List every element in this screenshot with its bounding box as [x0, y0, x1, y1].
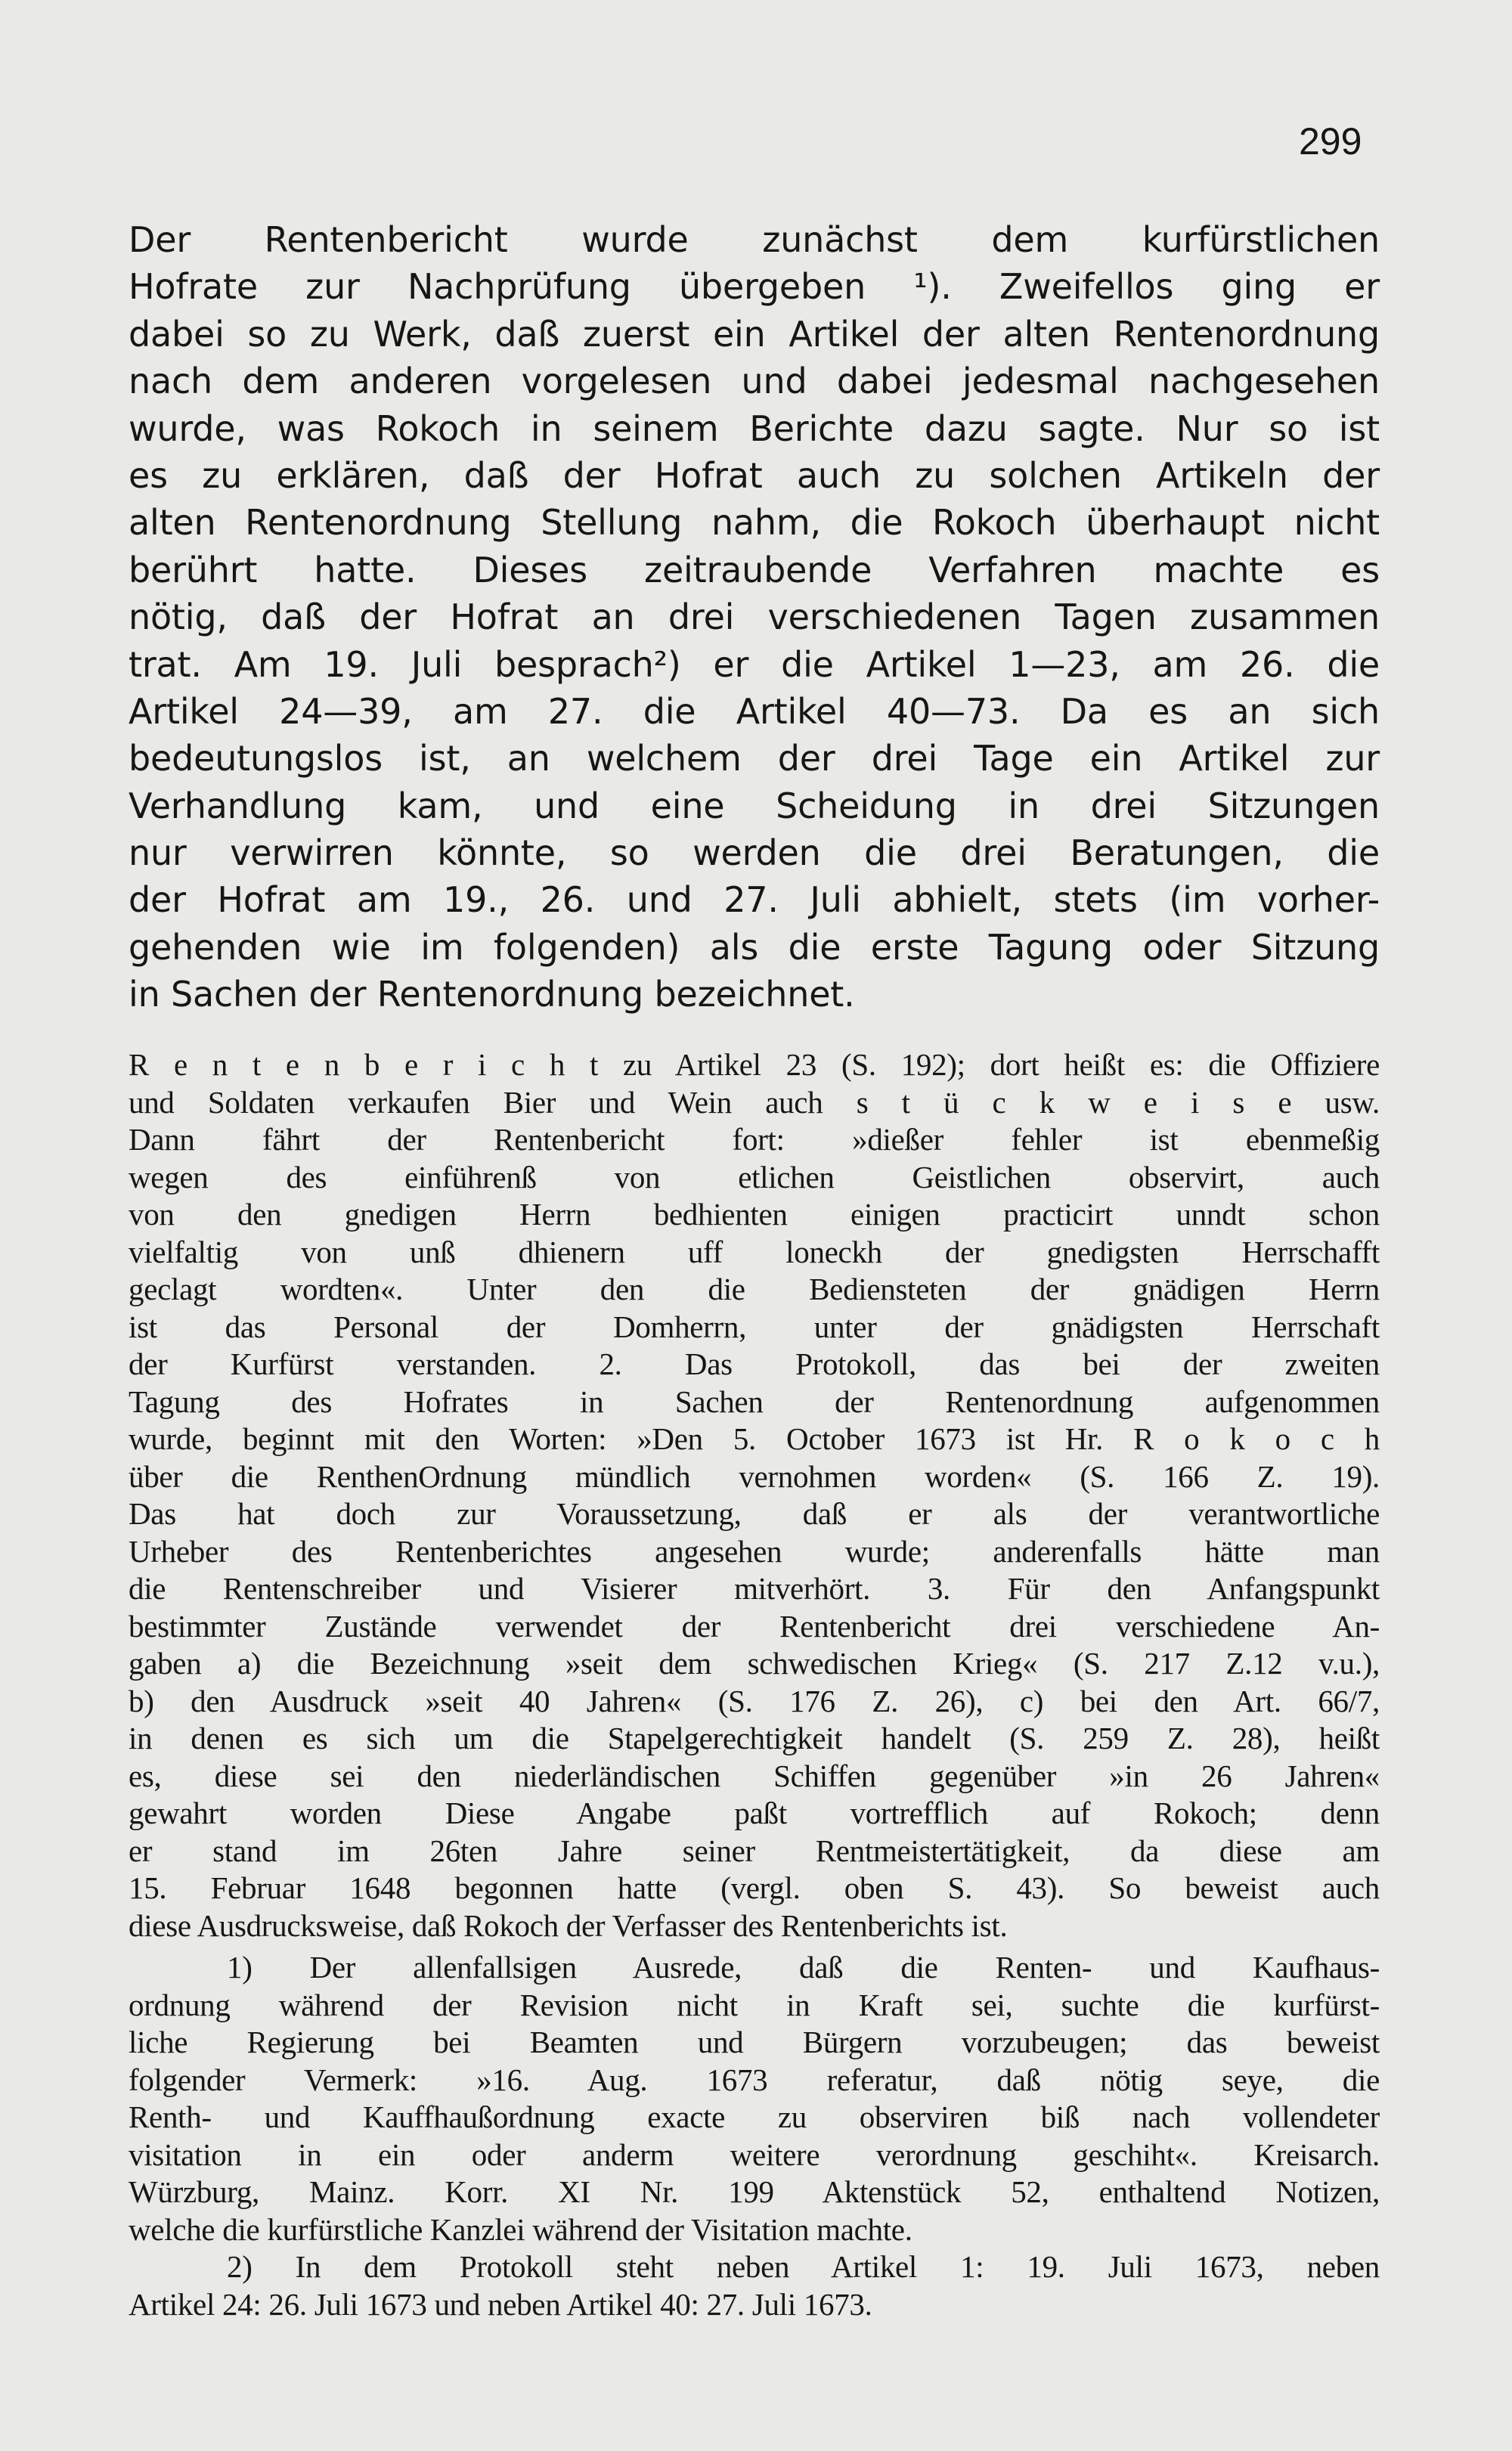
text-line: Der Rentenbericht wurde zunächst dem kurfürstlichen [129, 219, 1380, 260]
note-line: von den gnedigen Herrn bedhienten einigen practicirt unndt schon [129, 1197, 1380, 1232]
note-line: vielfaltig von unß dhienern uff loneckh der gnedigsten Herrschafft [129, 1234, 1380, 1269]
note-line: 15. Februar 1648 begonnen hatte (vergl. oben S. 43). So beweist auch [129, 1870, 1380, 1905]
note-line: er stand im 26ten Jahre seiner Rentmeistertätigkeit, da diese am [129, 1833, 1380, 1868]
text-line: Verhandlung kam, und eine Scheidung in drei Sitzungen [129, 785, 1380, 826]
note-line: gaben a) die Bezeichnung »seit dem schwedischen Krieg« (S. 217 Z.12 v.u.), [129, 1646, 1380, 1681]
note-line: Dann fährt der Rentenbericht fort: »dießer fehler ist ebenmeßig [129, 1122, 1380, 1157]
note-line: R e n t e n b e r i c h t zu Artikel 23 (S. 192); dort heißt es: die Offiziere [129, 1047, 1380, 1082]
text-line: berührt hatte. Dieses zeitraubende Verfahren machte es [129, 549, 1380, 590]
text-line: nach dem anderen vorgelesen und dabei jedesmal nachgesehen [129, 361, 1380, 402]
note-line: bestimmter Zustände verwendet der Rentenbericht drei verschiedene An- [129, 1608, 1380, 1644]
note-line: Das hat doch zur Voraussetzung, daß er als der verantwortliche [129, 1496, 1380, 1531]
note-line: wegen des einführenß von etlichen Geistlichen observirt, auch [129, 1159, 1380, 1195]
note-line: b) den Ausdruck »seit 40 Jahren« (S. 176 Z. 26), c) bei den Art. 66/7, [129, 1683, 1380, 1718]
text-line: alten Rentenordnung Stellung nahm, die Rokoch überhaupt nicht [129, 502, 1380, 544]
text-line: Artikel 24—39, am 27. die Artikel 40—73. Da es an sich [129, 690, 1380, 732]
note-line: über die RenthenOrdnung mündlich vernohmen worden« (S. 166 Z. 19). [129, 1458, 1380, 1494]
footnote-1-line: 1) Der allenfallsigen Ausrede, daß die Renten- und Kaufhaus- [227, 1950, 1380, 1985]
note-line: gewahrt worden Diese Angabe paßt vortrefflich auf Rokoch; denn [129, 1796, 1380, 1830]
text-line: bedeutungslos ist, an welchem der drei Tage ein Artikel zur [129, 738, 1380, 779]
footnotes [129, 1949, 1380, 2323]
text-line: trat. Am 19. Juli besprach²) er die Artikel 1—23, am 26. die [129, 643, 1380, 685]
footnote-2-line: Artikel 24: 26. Juli 1673 und neben Artikel 40: 27. Juli 1673. [129, 2286, 872, 2322]
text-line: nur verwirren könnte, so werden die drei Beratungen, die [129, 832, 1380, 874]
page-number: 299 [1299, 120, 1362, 163]
text-line: nötig, daß der Hofrat an drei verschiedenen Tagen zusammen [129, 596, 1380, 638]
note-line: die Rentenschreiber und Visierer mitverhört. 3. Für den Anfangspunkt [129, 1571, 1380, 1606]
note-line: Tagung des Hofrates in Sachen der Rentenordnung aufgenommen [129, 1384, 1380, 1419]
note-line: ist das Personal der Domherrn, unter der gnädigsten Herrschaft [129, 1309, 1380, 1344]
note-line: und Soldaten verkaufen Bier und Wein auch s t ü c k w e i s e usw. [129, 1084, 1380, 1120]
note-line: in denen es sich um die Stapelgerechtigkeit handelt (S. 259 Z. 28), heißt [129, 1721, 1380, 1755]
note-line: geclagt wordten«. Unter den die Bediensteten der gnädigen Herrn [129, 1272, 1380, 1306]
text-line: wurde, was Rokoch in seinem Berichte dazu sagte. Nur so ist [129, 407, 1380, 449]
text-line: es zu erklären, daß der Hofrat auch zu solchen Artikeln der [129, 454, 1380, 496]
text-line: Hofrate zur Nachprüfung übergeben ¹). Zweifellos ging er [129, 266, 1380, 308]
text-line: der Hofrat am 19., 26. und 27. Juli abhielt, stets (im vorher- [129, 879, 1380, 921]
notes-section [129, 1046, 1380, 2323]
footnote-1-line: folgender Vermerk: »16. Aug. 1673 referatur, daß nötig seye, die [129, 2062, 1380, 2097]
note-line: es, diese sei den niederländischen Schiffen gegenüber »in 26 Jahren« [129, 1758, 1380, 1793]
text-line: in Sachen der Rentenordnung bezeichnet. [129, 974, 855, 1015]
footnote-1-line: ordnung während der Revision nicht in Kraft sei, suchte die kurfürst- [129, 1987, 1380, 2022]
footnote-1-line: liche Regierung bei Beamten und Bürgern vorzubeugen; das beweist [129, 2025, 1380, 2059]
footnote-2-line: 2) In dem Protokoll steht neben Artikel 1: 19. Juli 1673, neben [227, 2249, 1380, 2284]
note-line: der Kurfürst verstanden. 2. Das Protokoll, das bei der zweiten [129, 1346, 1380, 1381]
text-line: gehenden wie im folgenden) als die erste Tagung oder Sitzung [129, 926, 1380, 968]
note-line: diese Ausdrucksweise, daß Rokoch der Verfasser des Rentenberichts ist. [129, 1907, 1008, 1943]
main-text [129, 216, 1380, 1018]
note-line: wurde, beginnt mit den Worten: »Den 5. October 1673 ist Hr. R o k o c h [129, 1421, 1380, 1456]
footnote-1-line: welche die kurfürstliche Kanzlei während der Visitation machte. [129, 2211, 912, 2247]
note-line: Urheber des Rentenberichtes angesehen wurde; anderenfalls hätte man [129, 1533, 1380, 1569]
footnote-1-line: Renth- und Kauffhaußordnung exacte zu observiren biß nach vollendeter [129, 2099, 1380, 2134]
footnote-1-line: Würzburg, Mainz. Korr. XI Nr. 199 Aktenstück 52, enthaltend Notizen, [129, 2174, 1380, 2209]
text-line: dabei so zu Werk, daß zuerst ein Artikel der alten Rentenordnung [129, 313, 1380, 355]
footnote-1-line: visitation in ein oder anderm weitere verordnung geschiht«. Kreisarch. [129, 2136, 1380, 2172]
